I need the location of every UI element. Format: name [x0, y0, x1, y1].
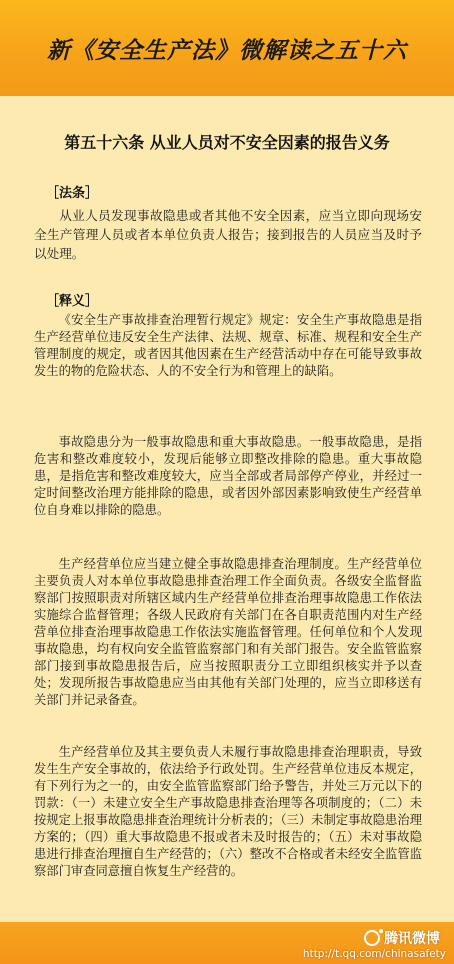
article-title: 第五十六条 从业人员对不安全因素的报告义务 — [64, 133, 390, 152]
interpretation-paragraph-3: 生产经营单位应当建立健全事故隐患排查治理制度。生产经营单位主要负责人对本单位事故隐患排查治理工作全面负责。各级安全监督监察部门按照职责对所辖区域内生产经营单位排查治理事故隐患工作依法实施综合监督管理；各级人民政府有关部门在各自职责范围内对生产经营单位排查治理事故隐患工作依法实施监督管理。任何单位和个人发现事故隐患，均有权向安全监管监察部门和有关部门报告。安全监管监察部门接到事故隐患报告后，应当按照职责分工立即组织核实并予以查处；发现所报告事故隐患应当由其他有关部门处理的，应当立即移送有关部门并记录备查。 — [34, 557, 422, 707]
weibo-icon — [364, 930, 380, 946]
interpretation-paragraph-2: 事故隐患分为一般事故隐患和重大事故隐患。一般事故隐患，是指危害和整改难度较小，发现后能够立即整改排除的隐患。重大事故隐患，是指危害和整改难度较大，应当全部或者局部停产停业，并经过一定时间整改治理方能排除的隐患，或者因外部因素影响致使生产经营单位自身难以排除的隐患。 — [34, 435, 422, 517]
header-banner — [0, 0, 454, 96]
law-section-heading: ［法条］ — [46, 186, 99, 201]
banner-title: 新《安全生产法》微解读之五十六 — [47, 38, 407, 64]
interpretation-paragraph-1: 《安全生产事故排查治理暂行规定》规定：安全生产事故隐患是指生产经营单位违反安全生产法律、法规、规章、标准、规程和安全生产管理制度的规定，或者因其他因素在生产经营活动中存在可能导致事故发生的物的危险状态、人的不安全行为和管理上的缺陷。 — [34, 313, 422, 378]
interpretation-paragraph-4: 生产经营单位及其主要负责人未履行事故隐患排查治理职责，导致发生生产安全事故的，依法给予行政处罚。生产经营单位违反本规定，有下列行为之一的，由安全监管监察部门给予警告，并处三万元以下的罚款：（一）未建立安全生产事故隐患排查治理等各项制度的；（二）未按规定上报事故隐患排查治理统计分析表的；（三）未制定事故隐患治理方案的；（四）重大事故隐患不报或者未及时报告的；（五）未对事故隐患进行排查治理擅自生产经营的；（六）整改不合格或者未经安全监管监察部门审查同意擅自恢复生产经营的。 — [34, 745, 422, 878]
weibo-url-link[interactable]: http://t.qq.com/chinasafety — [302, 948, 446, 960]
weibo-logo[interactable] — [364, 928, 440, 948]
law-text: 从业人员发现事故隐患或者其他不安全因素，应当立即向现场安全生产管理人员或者本单位负责人报告；接到报告的人员应当及时予以处理。 — [34, 208, 422, 261]
footer-bar — [0, 922, 454, 964]
interpretation-section-heading: ［释义］ — [46, 294, 99, 309]
weibo-brand: 腾讯微博 — [384, 931, 440, 947]
